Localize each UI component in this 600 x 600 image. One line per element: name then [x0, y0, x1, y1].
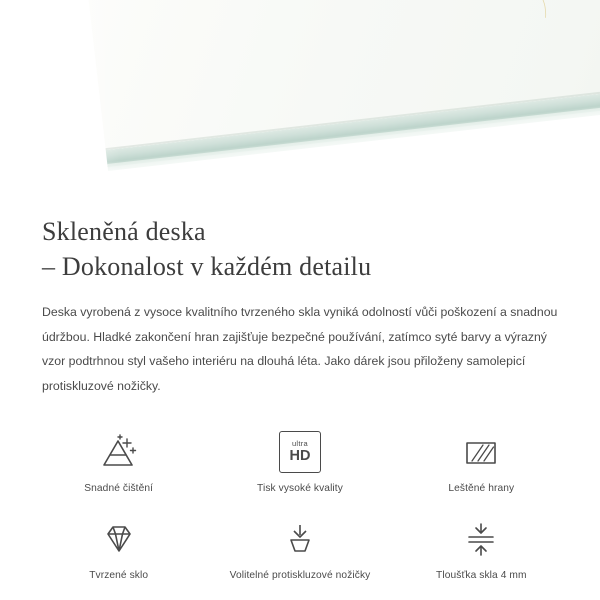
- easy-clean-icon: [96, 429, 142, 475]
- page-title: [42, 214, 558, 284]
- feature-label: Tisk vysoké kvality: [257, 482, 343, 494]
- feature-item: [28, 516, 209, 581]
- hero-image-inner: [0, 0, 600, 200]
- feature-label: Leštěné hrany: [448, 482, 515, 494]
- glass-slab: [75, 0, 600, 170]
- feature-label: Snadné čištění: [84, 482, 154, 494]
- feature-label: Tloušťka skla 4 mm: [436, 569, 527, 581]
- feature-item: [391, 429, 572, 494]
- description-content: [0, 200, 600, 399]
- feature-item: [209, 516, 390, 581]
- hero-bottom-fade: [0, 166, 600, 200]
- polished-edges-icon: [459, 429, 503, 475]
- feature-grid: [0, 429, 600, 581]
- feature-label: Tvrzené sklo: [89, 569, 149, 581]
- page-title-line-1: Skleněná deska: [42, 217, 206, 246]
- page-title-line-2: – Dokonalost v každém detailu: [42, 252, 372, 282]
- feature-label: Volitelné protiskluzové nožičky: [229, 569, 371, 581]
- feature-item: [28, 429, 209, 494]
- ultra-hd-badge-bottom: HD: [289, 447, 311, 464]
- anti-slip-feet-icon: [278, 516, 322, 562]
- thickness-icon: [459, 516, 503, 562]
- ultra-hd-icon: [279, 429, 321, 475]
- feature-item: [209, 429, 390, 494]
- ultra-hd-badge-top: ultra: [291, 439, 309, 449]
- feature-item: [391, 516, 572, 581]
- description-paragraph: Deska vyrobená z vysoce kvalitního tvrzeného skla vyniká odolností vůči poškození a snadnou údržbou. Hladké zakončení hran zajišťuje bezpečné používání, zatímco syté barvy a výrazný vzor podtrhnou styl vašeho interiéru na dlouhá léta. Jako dárek jsou přiloženy samolepicí protiskluzové nožičky.: [42, 305, 558, 393]
- hero-image: [0, 0, 600, 200]
- diamond-icon: [97, 516, 141, 562]
